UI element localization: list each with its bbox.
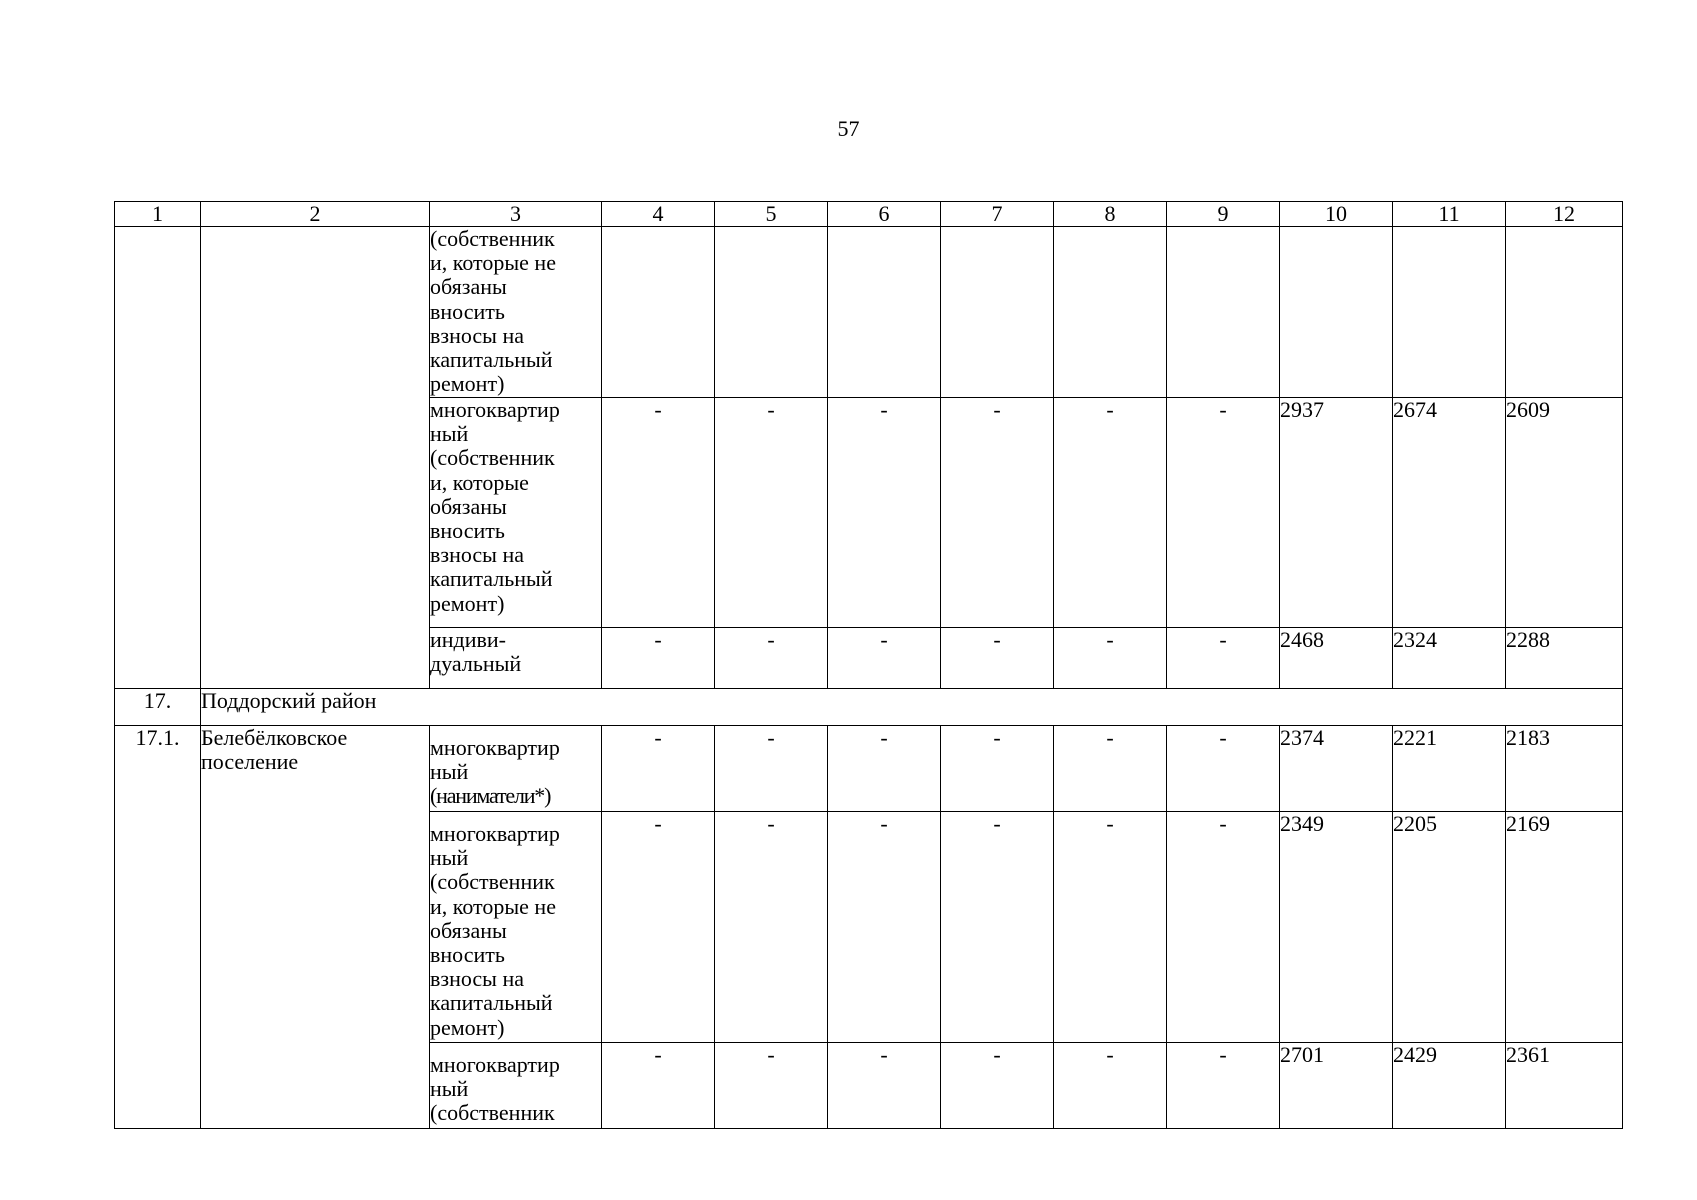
table-row bbox=[115, 726, 1623, 812]
column-number: 9 bbox=[1167, 202, 1280, 227]
dash-cell: - bbox=[941, 628, 1054, 689]
dash-cell: - bbox=[715, 398, 828, 628]
dash-cell: - bbox=[1054, 628, 1167, 689]
dash-cell: - bbox=[602, 1043, 715, 1129]
value-cell: 2205 bbox=[1393, 812, 1506, 1043]
dash-cell: - bbox=[715, 812, 828, 1043]
column-number-row bbox=[115, 202, 1623, 227]
value-cell bbox=[1280, 227, 1393, 398]
housing-type-label: многоквартир ный (собственник и, которые не обязаны вносить взносы на капитальный ремонт) bbox=[430, 821, 560, 1040]
value-cell bbox=[1393, 227, 1506, 398]
dash-cell: - bbox=[1054, 812, 1167, 1043]
dash-cell: - bbox=[1167, 812, 1280, 1043]
dash-cell bbox=[715, 227, 828, 398]
column-number: 10 bbox=[1280, 202, 1393, 227]
dash-cell: - bbox=[828, 628, 941, 689]
settlement-name-cell: Белебёлковское поселение bbox=[201, 726, 430, 1129]
dash-cell: - bbox=[1167, 398, 1280, 628]
dash-cell: - bbox=[828, 812, 941, 1043]
column-number: 7 bbox=[941, 202, 1054, 227]
value-cell: 2937 bbox=[1280, 398, 1393, 628]
column-number: 11 bbox=[1393, 202, 1506, 227]
table-row bbox=[115, 227, 1623, 398]
housing-type-cell: индиви- дуальный bbox=[430, 628, 602, 689]
column-number: 12 bbox=[1506, 202, 1623, 227]
housing-type-cell: (собственник и, которые не обязаны вносить взносы на капитальный ремонт) bbox=[430, 227, 602, 398]
column-number: 1 bbox=[115, 202, 201, 227]
dash-cell: - bbox=[1167, 1043, 1280, 1129]
housing-type-cell: многоквартир ный (собственник и, которые обязаны вносить взносы на капитальный ремонт) bbox=[430, 398, 602, 628]
housing-type-label: многоквартир ный bbox=[430, 735, 560, 785]
dash-cell: - bbox=[941, 1043, 1054, 1129]
dash-cell bbox=[941, 227, 1054, 398]
region-row bbox=[115, 689, 1623, 726]
value-cell: 2349 bbox=[1280, 812, 1393, 1043]
value-cell: 2324 bbox=[1393, 628, 1506, 689]
value-cell bbox=[1506, 227, 1623, 398]
dash-cell: - bbox=[828, 726, 941, 812]
dash-cell bbox=[1054, 227, 1167, 398]
dash-cell bbox=[1167, 227, 1280, 398]
settlement-name-cell bbox=[201, 227, 430, 689]
dash-cell: - bbox=[1167, 726, 1280, 812]
housing-type-label: многоквартир ный (собственник bbox=[430, 1052, 560, 1126]
tariff-table bbox=[114, 201, 1623, 1129]
region-number: 17. bbox=[115, 689, 201, 726]
value-cell: 2374 bbox=[1280, 726, 1393, 812]
column-number: 5 bbox=[715, 202, 828, 227]
column-number: 3 bbox=[430, 202, 602, 227]
value-cell: 2429 bbox=[1393, 1043, 1506, 1129]
value-cell: 2183 bbox=[1506, 726, 1623, 812]
dash-cell: - bbox=[828, 1043, 941, 1129]
dash-cell: - bbox=[941, 398, 1054, 628]
dash-cell: - bbox=[602, 398, 715, 628]
dash-cell: - bbox=[1167, 628, 1280, 689]
value-cell: 2361 bbox=[1506, 1043, 1623, 1129]
housing-type-cell bbox=[430, 726, 602, 812]
dash-cell: - bbox=[941, 726, 1054, 812]
row-number-cell bbox=[115, 227, 201, 689]
dash-cell: - bbox=[715, 726, 828, 812]
value-cell: 2169 bbox=[1506, 812, 1623, 1043]
row-number-cell: 17.1. bbox=[115, 726, 201, 1129]
dash-cell: - bbox=[1054, 726, 1167, 812]
value-cell: 2609 bbox=[1506, 398, 1623, 628]
dash-cell: - bbox=[715, 1043, 828, 1129]
dash-cell: - bbox=[602, 812, 715, 1043]
column-number: 6 bbox=[828, 202, 941, 227]
value-cell: 2221 bbox=[1393, 726, 1506, 812]
dash-cell bbox=[828, 227, 941, 398]
value-cell: 2701 bbox=[1280, 1043, 1393, 1129]
value-cell: 2468 bbox=[1280, 628, 1393, 689]
column-number: 2 bbox=[201, 202, 430, 227]
dash-cell: - bbox=[941, 812, 1054, 1043]
housing-type-cell bbox=[430, 812, 602, 1043]
dash-cell: - bbox=[602, 628, 715, 689]
value-cell: 2288 bbox=[1506, 628, 1623, 689]
region-name: Поддорский район bbox=[201, 689, 1623, 726]
dash-cell: - bbox=[715, 628, 828, 689]
housing-type-cell bbox=[430, 1043, 602, 1129]
page-number: 57 bbox=[837, 116, 860, 141]
dash-cell: - bbox=[1054, 398, 1167, 628]
housing-type-note: (наниматели*) bbox=[430, 783, 551, 809]
dash-cell: - bbox=[602, 726, 715, 812]
column-number: 8 bbox=[1054, 202, 1167, 227]
column-number: 4 bbox=[602, 202, 715, 227]
dash-cell: - bbox=[1054, 1043, 1167, 1129]
value-cell: 2674 bbox=[1393, 398, 1506, 628]
dash-cell bbox=[602, 227, 715, 398]
dash-cell: - bbox=[828, 398, 941, 628]
